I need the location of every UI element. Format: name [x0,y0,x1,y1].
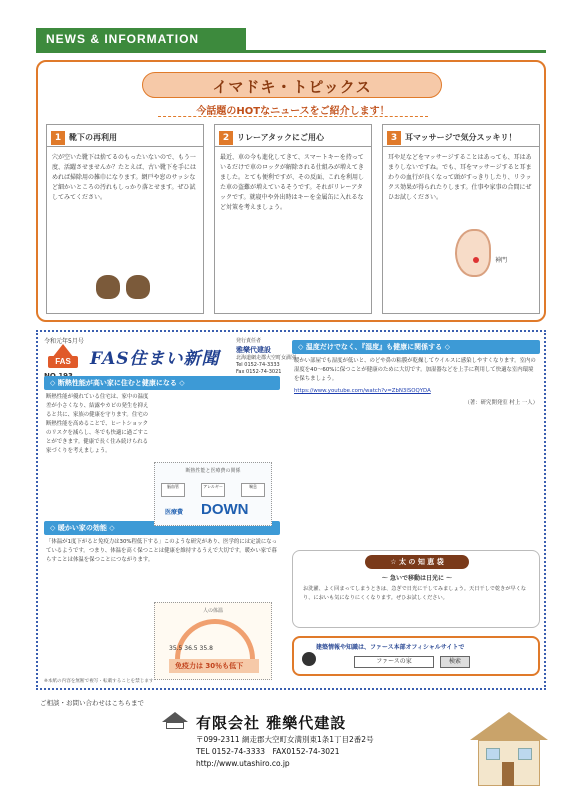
company-website[interactable]: http://www.utashiro.co.jp [196,759,290,768]
topic-card-relay-attack [214,124,372,314]
company-name: 有限会社 雅樂代建設 [196,714,347,732]
topics-panel [36,60,546,322]
publisher-fax: Fax 0152-74-3021 [236,369,282,375]
company-address: 〒099-2311 網走郡大空町女満別東1条1丁目2番2号 [196,735,374,744]
illustration-caption: 人の体温 [202,608,223,614]
author-credit: （著：研究開発室 村上 一人） [464,400,538,406]
card-header [383,125,539,147]
topic-card-ear-massage [382,124,540,314]
wisdom-body: お洗濯、よく回まってしまうときは、急ぎで日光に干してみましょう。天日干しで乾きが早くなり、においも気になりにくくなります。ぜひお試しください。 [303,586,527,601]
ear-icon [449,229,509,277]
slippers-icon [93,275,153,301]
body-temperature-illustration [154,602,272,680]
topics-subtitle: 今話題のHOTなニュースをご紹介します！ [196,106,390,117]
medical-cost-illustration [154,462,272,526]
card-body: 穴が空いた靴下は捨てるのもったいないので、もう一度、活躍させませんか？たとえば、古い靴下を手にはめれば掃除用の雑巾になります。網戸や窓のサッシなど細かいところの汚れもしっかり落とせます。ぜひ試してみてください。 [52,154,197,201]
illustration-tag: アレルギー [201,483,225,497]
section-header [0,0,566,56]
section-text-warm-house: 「体温が1度下がると免疫力は30%程低下する」このような研究があり、医学的には定説になっているようです。つまり、体温を高く保つことは健康を維持するうえで大切です。暖かい家で暮らすことは体温を保つことにつながります。 [46,539,278,563]
card-header [47,125,203,147]
section-text-insulation: 断熱性能が優れている住宅は、家中の温度差が小さくなり、結露やカビの発生を抑えると共に、家族の健康を守ります。住宅の断熱性能を高めることで、ヒートショックのリスクを減らし、冬でも快適に過ごすことができます。健康で長く住み続けられる家づくりを考えましょう。 [46,394,149,454]
header-rule [36,50,546,53]
down-label: DOWN [201,501,249,518]
card-title: リレーアタックにご用心 [237,133,325,142]
section-heading-insulation: ◇ 断熱性能が高い家に住むと健康になる ◇ [44,376,280,390]
contact-lead: ご相談・お問い合わせはこちらまで [40,699,144,707]
company-phone: TEL 0152-74-3333 FAX0152-74-3021 [196,747,340,756]
card-title: 耳マッサージで気分スッキリ！ [405,133,517,142]
fas-newsletter [36,330,546,690]
publisher-tel: Tel 0152-74-3333 [236,362,280,368]
publisher-name: 雅樂代建設 [236,346,271,354]
card-number: 3 [387,131,401,145]
pressure-point-marker [473,257,479,263]
news-information-title: NEWS & INFORMATION [36,28,246,50]
fas-logo-text: FAS [48,356,78,368]
topics-banner: イマドキ・トピックス [142,72,442,98]
youtube-link[interactable]: https://www.youtube.com/watch?v=ZbN3lSOQYDA [294,388,431,394]
house-icon [470,712,548,788]
illustration-tag: 喘息 [241,483,265,497]
publisher-address: 北海道網走郡大空町女満別 [236,355,297,361]
right-column [292,340,540,665]
medical-cost-label: 医療費 [165,509,184,516]
card-number: 2 [219,131,233,145]
subtitle-rule [158,116,428,117]
topic-card-socks [46,124,204,314]
company-logo-icon [162,712,188,730]
temperature-values: 35.5 36.5 35.8 [169,645,213,652]
search-caption: 建築情報や知識は、ファース本部オフィシャルサイトで [316,644,465,651]
thermometer-arc-icon [175,619,255,659]
ear-point-label: 神門 [495,257,508,264]
official-site-search [292,636,540,676]
footer [0,694,566,800]
publisher-label: 発行責任者 [236,338,262,344]
section-heading-warm-house: ◇ 暖かい家の効能 ◇ [44,521,280,535]
newsletter-title: FAS住まい新聞 [90,349,220,369]
card-body: 耳や足などをマッサージすることはあっても、耳はあまりしないですね。でも、耳をマッサージすると耳まわりの血行が良くなって頭がすっきりしたり、リラックス効果が得られたりします。仕事や家事の合間にぜひお試しください。 [388,154,532,201]
issue-date: 令和元年5月号 [44,338,84,345]
fas-logo-icon [46,344,80,370]
section-heading-humidity: ◇ 温度だけでなく、『湿度』も健康に関係する ◇ [292,340,540,354]
section-text-humidity: 暖かい部屋でも湿度が低いと、のどや鼻の粘膜が乾燥してウイルスに感染しやすくなります。室内の湿度を40〜60%に保つことが健康のために大切です。加湿器などを上手に利用して快適な室内環境を保ちましょう。 [294,358,536,382]
search-input[interactable]: ファースの家 [354,656,434,668]
illustration-tag: 脳血管 [161,483,185,497]
card-title: 靴下の再利用 [69,133,117,142]
company-contact [196,734,374,770]
card-body: 最近、車の今も進化してきて、スマートキーを持っているだけで車のロックが解除される仕組みが増えてきました。とても便利ですが、その反面、これを利用した車の盗難が増えているそうです。それがリレーアタックです。就寝中や外出時はキーを金属缶に入れるなど対策を考えましょう。 [220,154,365,211]
wisdom-title: ☆ 太 の 知 恵 袋 [365,555,469,569]
search-button[interactable]: 検索 [440,656,470,668]
footnote: ※本紙の内容を無断で複写・転載することを禁じます [44,679,154,684]
wisdom-subtitle: ～ 急いで移動は日光に ～ [381,575,453,582]
card-number: 1 [51,131,65,145]
wisdom-box [292,550,540,628]
card-header [215,125,371,147]
cat-icon [302,652,316,666]
immunity-drop-label: 免疫力は 30％も低下 [169,659,259,673]
illustration-caption: 断熱性能と医療費の関係 [185,468,241,474]
